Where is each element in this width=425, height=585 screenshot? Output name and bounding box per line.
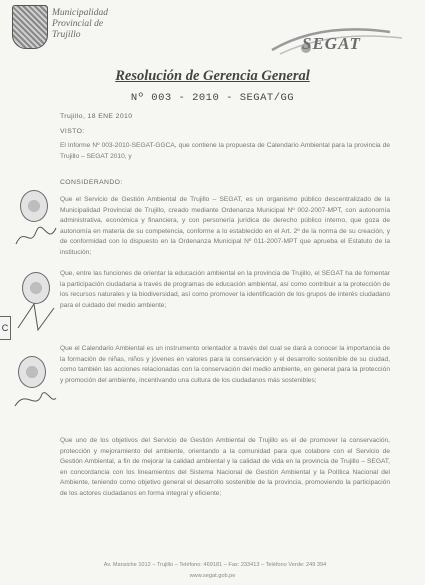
paragraph-4: Que uno de los objetivos del Servicio de Gestión Ambiental de Trujillo es el de promover la conservación, protección y mejoramiento del ambiente, orientando a la comunidad para que colabore con el Servicio de Gestión Ambiental, a fin de mejorar la calidad ambiental y la calidad de vida en la provincia de Trujillo – SEGAT, en concordancia con los lineamientos del Sistema Nacional de Gestión Ambiental y la Política Nacional del Ambiente, teniendo como objetivo general el desarrollo sostenible de la provincia, promoviendo la participación de los actores ciudadanos en forma integral y eficiente;: [60, 437, 390, 497]
date-line: Trujillo, 18 ENE 2010: [60, 113, 133, 120]
paragraph-3: Que el Calendario Ambiental es un instrumento orientador a través del cual se dará a conocer la importancia de la formación de niñas, niños y jóvenes en valores para la conservación y el desarrollo sostenible de su ciudad, como también las acciones relacionadas con la conservación del medio ambiente, en general para la protección y promoción del ambiente, incentivando una cultura de los ciudadanos más sostenibles;: [60, 345, 390, 384]
signature: [12, 386, 58, 414]
considerando-heading: CONSIDERANDO:: [60, 179, 123, 186]
visto-text: El Informe Nº 003-2010-SEGAT-GGCA, que contiene la propuesta de Calendario Ambiental para la provincia de Trujillo – SEGAT 2010, y: [60, 142, 390, 160]
institution-name: Municipalidad Provincial de Trujillo: [52, 8, 108, 40]
visto-heading: VISTO:: [60, 128, 85, 135]
seal-stamp: [20, 190, 48, 222]
municipal-crest-icon: [12, 5, 48, 49]
footer-address: Av. Mansiche 1012 – Trujillo – Teléfono: 469181 – Fax: 233413 – Teléfono Verde: 249 394: [103, 562, 327, 568]
seal-stamp: [18, 356, 46, 388]
resolution-title: Resolución de Gerencia General: [115, 68, 310, 84]
paragraph-2: Que, entre las funciones de orientar la educación ambiental en la provincia de Trujillo, el SEGAT ha de fomentar la participación ciudadana a través de programas de educación ambiental, así como contribuir a la protección de los recursos naturales y la biodiversidad, así como promover la identificación de los grupos de interés ciudadano para el cuidado del medio ambiente;: [60, 270, 390, 309]
page-edge-marker: C: [0, 316, 11, 340]
signature: [14, 300, 58, 334]
segat-logo: SEGAT: [302, 34, 361, 53]
paragraph-1: Que el Servicio de Gestión Ambiental de Trujillo – SEGAT, es un organismo público descentralizado de la Municipalidad Provincial de Trujillo, creado mediante Ordenanza Municipal Nº 002-2007-MPT, con autonomía administrativa, económica y financiera, y con personería jurídica de derecho público interno, que goza de autonomía en materia de su competencia, conforme a lo establecido en el Art. 2º de la norma de su creación, y de conformidad con lo dispuesto en la Ordenanza Municipal Nº 011-2007-MPT que aprueba el Estatuto de la institución;: [60, 196, 390, 256]
resolution-number: Nº 003 - 2010 - SEGAT/GG: [130, 92, 295, 104]
footer-website: www.segat.gob.pe: [189, 573, 236, 579]
signature: [14, 222, 58, 252]
